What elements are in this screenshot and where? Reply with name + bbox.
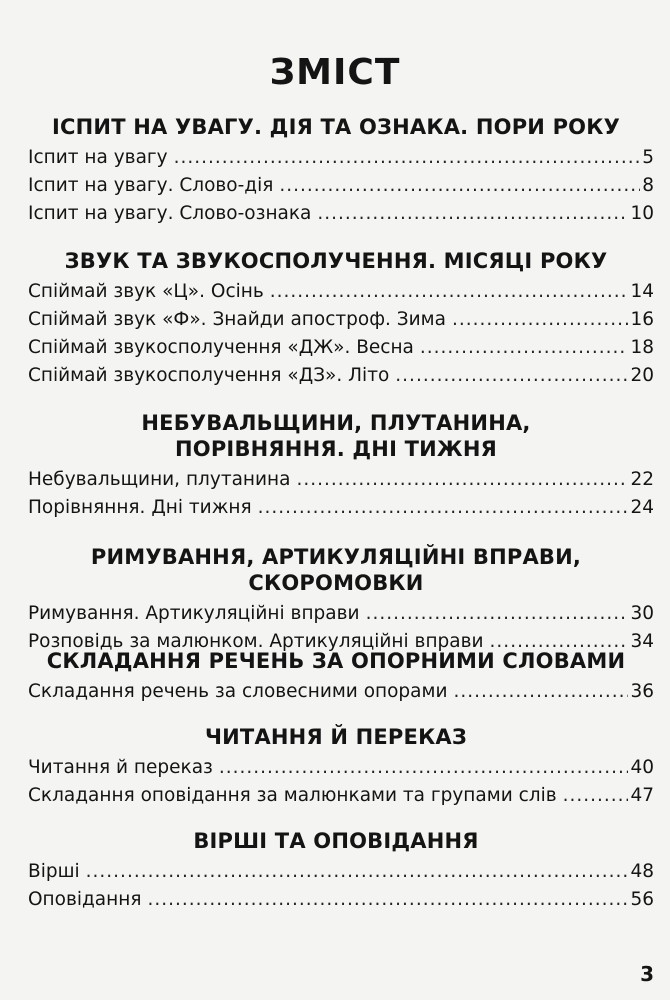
entry-title: Читання й переказ: [28, 757, 213, 778]
dot-leader: [452, 306, 628, 334]
dot-leader: [279, 172, 640, 200]
entry-title: Іспит на увагу: [28, 147, 168, 168]
entry-title: Іспит на увагу. Слово-ознака: [28, 203, 312, 224]
entry-title: Спіймай звук «Ф». Знайди апостроф. Зима: [28, 309, 446, 330]
toc-section: [18, 724, 654, 810]
dot-leader: [420, 334, 629, 362]
toc-section: [18, 828, 654, 914]
toc-section: [18, 248, 654, 390]
entry-page-number: 14: [630, 281, 654, 302]
section-heading: СКЛАДАННЯ РЕЧЕНЬ ЗА ОПОРНИМИ СЛОВАМИ: [46, 649, 626, 673]
toc-entry[interactable]: [18, 886, 654, 914]
toc-entry[interactable]: [18, 200, 654, 228]
entry-page-number: 10: [630, 203, 654, 224]
toc-entry[interactable]: [18, 278, 654, 306]
toc-entry[interactable]: [18, 306, 654, 334]
toc-entry[interactable]: [18, 144, 654, 172]
dot-leader: [317, 200, 628, 228]
entry-page-number: 24: [630, 497, 654, 518]
entry-page-number: 22: [630, 469, 654, 490]
toc-entry[interactable]: [18, 334, 654, 362]
entry-page-number: 56: [630, 889, 654, 910]
entry-page-number: 20: [630, 365, 654, 386]
toc-section: [18, 648, 654, 706]
dot-leader: [219, 754, 629, 782]
section-heading: ВІРШІ ТА ОПОВІДАННЯ: [193, 829, 479, 853]
entry-title: Спіймай звук «Ц». Осінь: [28, 281, 264, 302]
toc-section: [18, 114, 654, 228]
entry-title: Розповідь за малюнком. Артикуляційні вправи: [28, 631, 484, 652]
entry-page-number: 30: [630, 603, 654, 624]
toc-entry[interactable]: [18, 600, 654, 628]
toc-entry[interactable]: [18, 172, 654, 200]
entry-page-number: 47: [630, 785, 654, 806]
section-heading-line: НЕБУВАЛЬЩИНИ, ПЛУТАНИНА,: [141, 411, 531, 435]
entry-page-number: 40: [630, 757, 654, 778]
dot-leader: [258, 494, 629, 522]
entry-page-number: 48: [630, 861, 654, 882]
entry-page-number: 16: [630, 309, 654, 330]
entry-title: Оповідання: [28, 889, 142, 910]
dot-leader: [86, 858, 629, 886]
toc-entry[interactable]: [18, 782, 654, 810]
toc-entry[interactable]: [18, 494, 654, 522]
dot-leader: [147, 886, 628, 914]
entry-title: Спіймай звукосполучення «ДЗ». Літо: [28, 365, 390, 386]
entry-page-number: 18: [630, 337, 654, 358]
dot-leader: [174, 144, 641, 172]
entry-title: Небувальщини, плутанина: [28, 469, 291, 490]
dot-leader: [395, 362, 628, 390]
entry-title: Складання речень за словесними опорами: [28, 681, 448, 702]
entry-page-number: 34: [630, 631, 654, 652]
dot-leader: [296, 466, 628, 494]
entry-title: Порівняння. Дні тижня: [28, 497, 252, 518]
dot-leader: [366, 600, 629, 628]
page-number: 3: [640, 962, 654, 986]
toc-section: [18, 410, 654, 522]
toc-section: [18, 544, 654, 656]
toc-entry[interactable]: [18, 858, 654, 886]
section-heading: РИМУВАННЯ, АРТИКУЛЯЦІЙНІ ВПРАВИ, СКОРОМОВКИ: [90, 545, 582, 595]
entry-page-number: 36: [630, 681, 654, 702]
dot-leader: [454, 678, 629, 706]
entry-page-number: 5: [642, 147, 654, 168]
dot-leader: [563, 782, 629, 810]
section-heading: ЧИТАННЯ Й ПЕРЕКАЗ: [204, 725, 468, 749]
toc-entry[interactable]: [18, 362, 654, 390]
entry-page-number: 8: [642, 175, 654, 196]
section-heading: ЗВУК ТА ЗВУКОСПОЛУЧЕННЯ. МІСЯЦІ РОКУ: [64, 249, 608, 273]
entry-title: Вірші: [28, 861, 80, 882]
entry-title: Спіймай звукосполучення «ДЖ». Весна: [28, 337, 414, 358]
section-heading-line: ПОРІВНЯННЯ. ДНІ ТИЖНЯ: [175, 437, 497, 461]
dot-leader: [270, 278, 629, 306]
section-heading: ІСПИТ НА УВАГУ. ДІЯ ТА ОЗНАКА. ПОРИ РОКУ: [52, 115, 620, 139]
toc-entry[interactable]: [18, 678, 654, 706]
toc-entry[interactable]: [18, 754, 654, 782]
entry-title: Складання оповідання за малюнками та групами слів: [28, 785, 557, 806]
entry-title: Римування. Артикуляційні вправи: [28, 603, 360, 624]
toc-entry[interactable]: [18, 466, 654, 494]
page-title: ЗМІСТ: [269, 52, 401, 93]
section-heading: [18, 410, 654, 462]
entry-title: Іспит на увагу. Слово-дія: [28, 175, 274, 196]
